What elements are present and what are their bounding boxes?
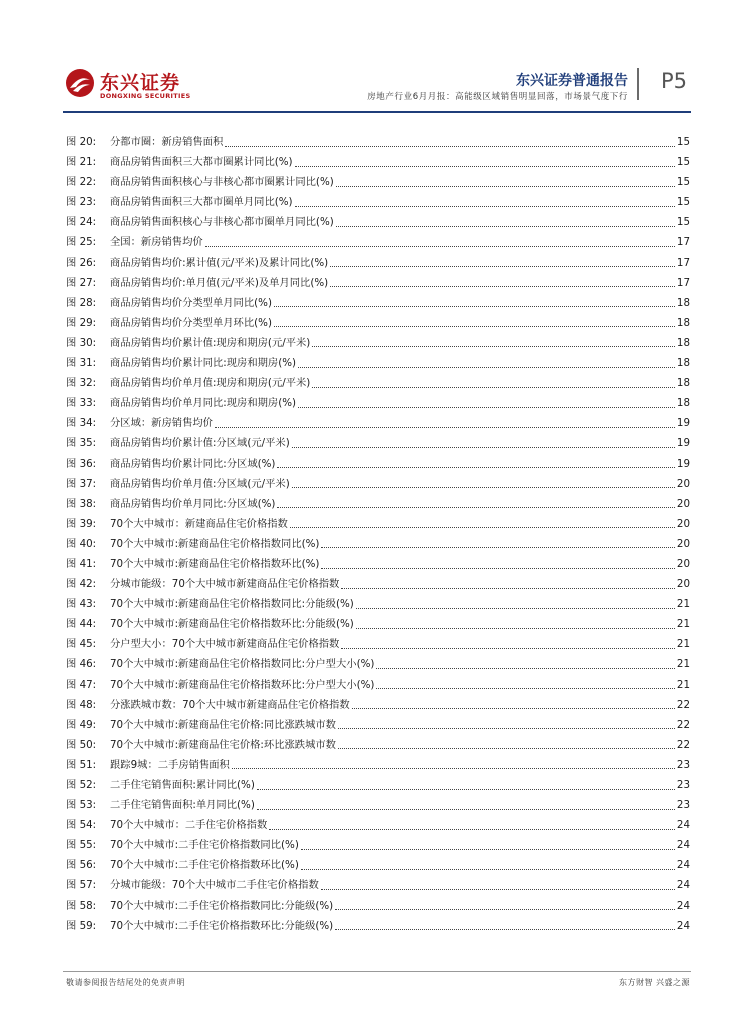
- figure-number: 图 46:: [66, 658, 97, 671]
- figure-page-number: 18: [676, 377, 690, 390]
- figure-number: 图 41:: [66, 557, 97, 570]
- figure-number: 图 34:: [66, 417, 97, 430]
- toc-entry[interactable]: [66, 675, 690, 695]
- figure-title: 分都市圈：新房销售面积: [110, 136, 224, 148]
- figure-number: 图 20:: [66, 136, 97, 148]
- logo-text-en: DONGXING SECURITIES: [100, 92, 191, 100]
- figure-page-number: 18: [676, 296, 690, 309]
- figure-title: 二手住宅销售面积:累计同比(%): [110, 779, 255, 791]
- figure-number: 图 38:: [66, 497, 97, 510]
- figure-page-number: 20: [676, 477, 690, 490]
- figure-title: 全国：新房销售均价: [110, 236, 203, 249]
- figure-title: 商品房销售均价累计同比:现房和期房(%): [110, 357, 297, 370]
- figure-number: 图 23:: [66, 196, 97, 209]
- figure-page-number: 24: [676, 819, 690, 832]
- figure-title: 商品房销售均价累计同比:分区域(%): [110, 457, 276, 470]
- logo-text-cn: 东兴证券: [100, 72, 181, 94]
- figure-page-number: 24: [676, 919, 690, 932]
- dot-leader: [335, 909, 675, 910]
- toc-entry[interactable]: [66, 132, 690, 152]
- figure-page-number: 23: [676, 758, 690, 771]
- figure-page-number: 23: [676, 779, 690, 791]
- figure-title: 商品房销售均价分类型单月同比(%): [110, 296, 272, 309]
- figure-title: 70个大中城市:二手住宅价格指数环比(%): [110, 859, 299, 872]
- dot-leader: [292, 447, 675, 448]
- figure-title: 商品房销售面积核心与非核心都市圈单月同比(%): [110, 216, 334, 229]
- disclaimer-note: 敬请参阅报告结尾处的免责声明: [66, 978, 185, 987]
- figure-number: 图 30:: [66, 336, 97, 349]
- figure-title: 70个大中城市:新建商品住宅价格指数环比:分能级(%): [110, 618, 354, 631]
- toc-entry[interactable]: [66, 855, 690, 875]
- toc-entry[interactable]: [66, 835, 690, 855]
- report-type-title: 东兴证券普通报告: [516, 73, 628, 89]
- dot-leader: [277, 467, 674, 468]
- toc-entry[interactable]: [66, 393, 690, 413]
- figure-page-number: 21: [676, 658, 690, 671]
- dot-leader: [330, 286, 675, 287]
- toc-entry[interactable]: [66, 232, 690, 252]
- toc-entry[interactable]: [66, 634, 690, 654]
- figure-number: 图 40:: [66, 537, 97, 550]
- figure-title: 商品房销售面积核心与非核心都市圈累计同比(%): [110, 176, 334, 189]
- footer-rule: [63, 971, 691, 972]
- figure-number: 图 52:: [66, 779, 97, 791]
- figure-list: [66, 132, 690, 936]
- figure-page-number: 23: [676, 799, 690, 812]
- figure-title: 分户型大小：70个大中城市新建商品住宅价格指数: [110, 638, 340, 651]
- figure-page-number: 24: [676, 839, 690, 852]
- dot-leader: [321, 547, 674, 548]
- figure-title: 商品房销售均价单月同比:现房和期房(%): [110, 397, 297, 410]
- figure-number: 图 25:: [66, 236, 97, 249]
- toc-entry[interactable]: [66, 192, 690, 212]
- figure-title: 分区域：新房销售均价: [110, 417, 213, 430]
- toc-entry[interactable]: [66, 413, 690, 433]
- figure-number: 图 37:: [66, 477, 97, 490]
- dot-leader: [290, 527, 675, 528]
- header-divider: [637, 68, 639, 100]
- figure-number: 图 50:: [66, 738, 97, 751]
- toc-entry[interactable]: [66, 454, 690, 474]
- dot-leader: [356, 628, 675, 629]
- figure-title: 分城市能级：70个大中城市二手住宅价格指数: [110, 879, 319, 892]
- figure-number: 图 58:: [66, 899, 97, 912]
- toc-entry[interactable]: [66, 373, 690, 393]
- toc-entry[interactable]: [66, 514, 690, 534]
- dot-leader: [376, 668, 675, 669]
- figure-page-number: 19: [676, 457, 690, 470]
- dot-leader: [225, 146, 675, 147]
- figure-title: 商品房销售均价单月值:现房和期房(元/平米): [110, 377, 311, 390]
- figure-title: 70个大中城市：新建商品住宅价格指数: [110, 517, 288, 530]
- figure-page-number: 21: [676, 638, 690, 651]
- toc-entry[interactable]: [66, 594, 690, 614]
- figure-page-number: 20: [676, 537, 690, 550]
- dot-leader: [269, 829, 675, 830]
- dot-leader: [277, 507, 674, 508]
- dot-leader: [232, 768, 675, 769]
- figure-number: 图 44:: [66, 618, 97, 631]
- figure-page-number: 22: [676, 738, 690, 751]
- figure-number: 图 39:: [66, 517, 97, 530]
- dot-leader: [356, 608, 675, 609]
- figure-title: 商品房销售面积三大都市圈累计同比(%): [110, 156, 293, 169]
- toc-entry[interactable]: [66, 333, 690, 353]
- figure-page-number: 19: [676, 417, 690, 430]
- figure-page-number: 18: [676, 397, 690, 410]
- figure-title: 70个大中城市:新建商品住宅价格:同比涨跌城市数: [110, 718, 336, 731]
- dot-leader: [341, 588, 675, 589]
- figure-title: 商品房销售均价单月值:分区域(元/平米): [110, 477, 290, 490]
- toc-entry[interactable]: [66, 735, 690, 755]
- figure-page-number: 22: [676, 718, 690, 731]
- figure-number: 图 35:: [66, 437, 97, 450]
- toc-entry[interactable]: [66, 313, 690, 333]
- figure-page-number: 15: [676, 176, 690, 189]
- dot-leader: [298, 367, 675, 368]
- dot-leader: [274, 326, 675, 327]
- figure-title: 商品房销售均价:累计值(元/平米)及累计同比(%): [110, 256, 329, 269]
- figure-number: 图 55:: [66, 839, 97, 852]
- figure-number: 图 56:: [66, 859, 97, 872]
- toc-entry[interactable]: [66, 212, 690, 232]
- figure-title: 跟踪9城：二手房销售面积: [110, 758, 230, 771]
- figure-number: 图 21:: [66, 156, 97, 169]
- figure-page-number: 15: [676, 156, 690, 169]
- figure-number: 图 22:: [66, 176, 97, 189]
- dot-leader: [312, 387, 675, 388]
- figure-title: 商品房销售均价累计值:现房和期房(元/平米): [110, 336, 311, 349]
- figure-title: 70个大中城市:新建商品住宅价格:环比涨跌城市数: [110, 738, 336, 751]
- dot-leader: [295, 206, 675, 207]
- company-slogan: 东方财智 兴盛之源: [618, 978, 690, 987]
- toc-entry[interactable]: [66, 474, 690, 494]
- toc-entry[interactable]: [66, 795, 690, 815]
- figure-page-number: 24: [676, 879, 690, 892]
- page-number: P5: [661, 69, 688, 93]
- toc-entry[interactable]: [66, 896, 690, 916]
- toc-entry[interactable]: [66, 433, 690, 453]
- dot-leader: [298, 407, 675, 408]
- figure-title: 商品房销售均价累计值:分区域(元/平米): [110, 437, 290, 450]
- figure-title: 商品房销售均价分类型单月环比(%): [110, 316, 272, 329]
- figure-number: 图 49:: [66, 718, 97, 731]
- toc-entry[interactable]: [66, 695, 690, 715]
- dot-leader: [205, 246, 675, 247]
- toc-entry[interactable]: [66, 554, 690, 574]
- figure-title: 70个大中城市:新建商品住宅价格指数环比(%): [110, 557, 320, 570]
- toc-entry[interactable]: [66, 172, 690, 192]
- figure-number: 图 31:: [66, 357, 97, 370]
- dot-leader: [321, 889, 675, 890]
- figure-page-number: 15: [676, 196, 690, 209]
- figure-number: 图 32:: [66, 377, 97, 390]
- dot-leader: [301, 869, 675, 870]
- dot-leader: [335, 929, 675, 930]
- figure-number: 图 26:: [66, 256, 97, 269]
- figure-page-number: 18: [676, 336, 690, 349]
- figure-title: 商品房销售均价:单月值(元/平米)及单月同比(%): [110, 276, 329, 289]
- figure-page-number: 17: [676, 276, 690, 289]
- dot-leader: [257, 789, 675, 790]
- report-subtitle: 房地产行业6月月报：高能级区域销售明显回落，市场景气度下行: [367, 92, 628, 102]
- toc-entry[interactable]: [66, 815, 690, 835]
- figure-page-number: 17: [676, 256, 690, 269]
- dot-leader: [312, 346, 675, 347]
- figure-page-number: 18: [676, 316, 690, 329]
- figure-title: 70个大中城市:二手住宅价格指数环比:分能级(%): [110, 919, 334, 932]
- figure-page-number: 20: [676, 497, 690, 510]
- dot-leader: [336, 226, 675, 227]
- figure-page-number: 21: [676, 618, 690, 631]
- toc-entry[interactable]: [66, 494, 690, 514]
- figure-page-number: 18: [676, 357, 690, 370]
- toc-entry[interactable]: [66, 775, 690, 795]
- toc-entry[interactable]: [66, 654, 690, 674]
- figure-number: 图 24:: [66, 216, 97, 229]
- figure-number: 图 36:: [66, 457, 97, 470]
- figure-number: 图 27:: [66, 276, 97, 289]
- figure-title: 70个大中城市:新建商品住宅价格指数同比:分户型大小(%): [110, 658, 375, 671]
- toc-entry[interactable]: [66, 353, 690, 373]
- dot-leader: [274, 306, 675, 307]
- dot-leader: [338, 728, 675, 729]
- figure-title: 二手住宅销售面积:单月同比(%): [110, 799, 255, 812]
- figure-page-number: 19: [676, 437, 690, 450]
- figure-page-number: 24: [676, 899, 690, 912]
- figure-page-number: 20: [676, 557, 690, 570]
- logo-mark-icon: [65, 68, 95, 98]
- toc-entry[interactable]: [66, 916, 690, 936]
- toc-entry[interactable]: [66, 293, 690, 313]
- figure-page-number: 20: [676, 578, 690, 591]
- figure-number: 图 48:: [66, 698, 97, 711]
- figure-page-number: 15: [676, 216, 690, 229]
- figure-page-number: 24: [676, 859, 690, 872]
- figure-page-number: 17: [676, 236, 690, 249]
- figure-title: 70个大中城市:新建商品住宅价格指数同比(%): [110, 537, 320, 550]
- figure-number: 图 57:: [66, 879, 97, 892]
- toc-entry[interactable]: [66, 253, 690, 273]
- dot-leader: [321, 568, 674, 569]
- dot-leader: [301, 849, 675, 850]
- figure-title: 商品房销售面积三大都市圈单月同比(%): [110, 196, 293, 209]
- dot-leader: [352, 708, 675, 709]
- figure-page-number: 15: [676, 136, 690, 148]
- dot-leader: [336, 186, 675, 187]
- figure-title: 70个大中城市:新建商品住宅价格指数环比:分户型大小(%): [110, 678, 375, 691]
- toc-entry[interactable]: [66, 755, 690, 775]
- figure-number: 图 59:: [66, 919, 97, 932]
- dot-leader: [215, 427, 675, 428]
- figure-number: 图 53:: [66, 799, 97, 812]
- dot-leader: [330, 266, 675, 267]
- dot-leader: [295, 166, 675, 167]
- dot-leader: [376, 688, 675, 689]
- figure-title: 70个大中城市:新建商品住宅价格指数同比:分能级(%): [110, 598, 354, 611]
- toc-entry[interactable]: [66, 273, 690, 293]
- figure-number: 图 28:: [66, 296, 97, 309]
- figure-number: 图 42:: [66, 578, 97, 591]
- toc-entry[interactable]: [66, 614, 690, 634]
- figure-number: 图 45:: [66, 638, 97, 651]
- figure-number: 图 51:: [66, 758, 97, 771]
- figure-page-number: 22: [676, 698, 690, 711]
- figure-title: 70个大中城市:二手住宅价格指数同比:分能级(%): [110, 899, 334, 912]
- toc-entry[interactable]: [66, 715, 690, 735]
- header-rule: [63, 111, 691, 113]
- figure-number: 图 47:: [66, 678, 97, 691]
- company-logo: [65, 66, 191, 106]
- toc-entry[interactable]: [66, 534, 690, 554]
- figure-page-number: 21: [676, 678, 690, 691]
- figure-title: 商品房销售均价单月同比:分区域(%): [110, 497, 276, 510]
- figure-number: 图 43:: [66, 598, 97, 611]
- dot-leader: [257, 809, 675, 810]
- figure-title: 分涨跌城市数：70个大中城市新建商品住宅价格指数: [110, 698, 350, 711]
- toc-entry[interactable]: [66, 875, 690, 895]
- toc-entry[interactable]: [66, 574, 690, 594]
- figure-title: 70个大中城市:二手住宅价格指数同比(%): [110, 839, 299, 852]
- figure-number: 图 54:: [66, 819, 97, 832]
- figure-number: 图 33:: [66, 397, 97, 410]
- figure-page-number: 21: [676, 598, 690, 611]
- figure-page-number: 20: [676, 517, 690, 530]
- figure-title: 70个大中城市：二手住宅价格指数: [110, 819, 268, 832]
- dot-leader: [292, 487, 675, 488]
- figure-number: 图 29:: [66, 316, 97, 329]
- toc-entry[interactable]: [66, 152, 690, 172]
- figure-title: 分城市能级：70个大中城市新建商品住宅价格指数: [110, 578, 340, 591]
- dot-leader: [341, 648, 675, 649]
- dot-leader: [338, 748, 675, 749]
